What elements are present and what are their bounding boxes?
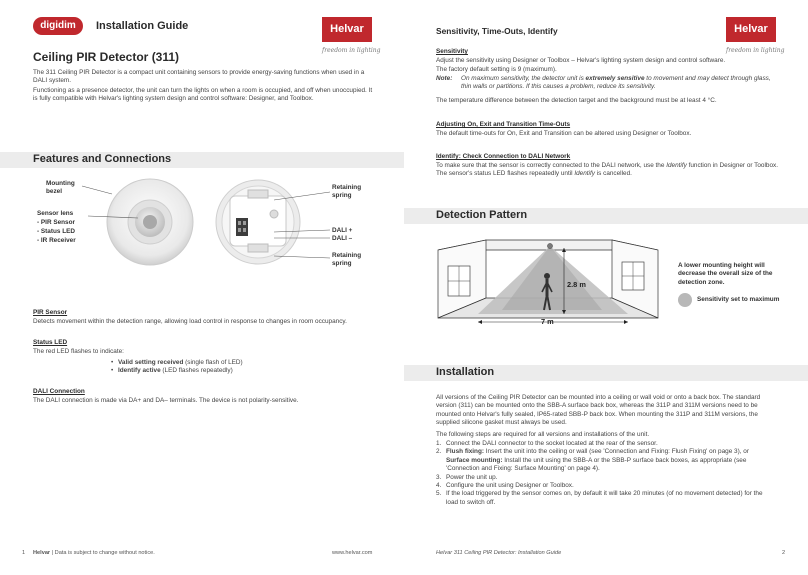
identify-heading: Identify: Check Connection to DALI Network: [436, 153, 571, 160]
footer-page-number-right: 2: [782, 550, 786, 556]
installation-steps-intro: The following steps are required for all versions and installations of the unit.: [436, 431, 650, 438]
sensitivity-text-3: The temperature difference between the detection target and the background must be at least 4 °C.: [436, 97, 717, 104]
list-item: 4. Configure the unit using Designer or Toolbox.: [436, 482, 574, 490]
sensitivity-text-1: Adjust the sensitivity using Designer or Toolbox – Helvar's lighting system design and control software.: [436, 57, 726, 64]
label-retaining-spring-top: Retaining spring: [332, 184, 362, 200]
tagline-right: freedom in lighting: [726, 47, 785, 54]
ceiling-sensor: [547, 243, 552, 248]
pattern-note: A lower mounting height will decrease the overall size of the detection zone.: [678, 262, 773, 286]
product-title: Ceiling PIR Detector (311): [33, 50, 180, 64]
status-led-list: [111, 359, 371, 376]
status-led-text: The red LED flashes to indicate:: [33, 348, 124, 355]
label-status-led: - Status LED: [37, 228, 75, 235]
leader-lines-right: [270, 186, 336, 266]
footer-url[interactable]: www.helvar.com: [332, 550, 373, 556]
helvar-logo-left: Helvar: [322, 17, 372, 42]
installation-steps: [436, 440, 768, 507]
tagline-left: freedom in lighting: [322, 47, 381, 54]
note-label: Note:: [436, 75, 453, 82]
dali-terminal-block: [236, 218, 248, 236]
timeouts-text: The default time-outs for On, Exit and Transition can be altered using Designer or Toolbox.: [436, 130, 692, 137]
intro-paragraph-2: Functioning as a presence detector, the unit can turn the lights on when a room is occupied, and off when unoccupied. It is fully compatible with Helvar's lighting system design and control software: Designer, and Toolbox.: [33, 87, 373, 103]
list-item: • Valid setting received (single flash of LED): [111, 359, 371, 367]
label-dali-plus: DALI +: [332, 227, 353, 234]
label-retaining-spring-bottom: Retaining spring: [332, 252, 362, 268]
sensitivity-legend-text: Sensitivity set to maximum: [697, 296, 780, 303]
list-item: 2. Flush fixing: Insert the unit into the ceiling or wall (see 'Connection and Fixing: Flush Fixing' on page 3), or Surface mounting: Install the unit using the SBB-A or the SBB-P surface back boxes, as appropriate (see 'Connection and Fixing: Surface Mounting' on page 4).: [436, 448, 749, 473]
footer-brand-left: Helvar | Data is subject to change without notice.: [33, 550, 155, 556]
list-item: 5. If the load triggered by the sensor comes on, by default it will take 20 minutes (of no movement detected) for the load to switch off.: [436, 490, 763, 506]
features-title: Features and Connections: [33, 153, 172, 165]
status-led-heading: Status LED: [33, 339, 68, 346]
dimension-height: 2.8 m: [567, 280, 586, 289]
label-ir-receiver: - IR Receiver: [37, 237, 76, 244]
footer-title-right: Helvar 311 Ceiling PIR Detector: Installation Guide: [436, 550, 562, 556]
footer-page-number-left: 1: [22, 550, 26, 556]
list-item: 3. Power the unit up.: [436, 473, 498, 481]
note-text: On maximum sensitivity, the detector unit is extremely sensitive to movement and may detect through glass, thin walls or partitions. If this causes a problem, reduce its sensitivity.: [461, 75, 771, 91]
dali-connection-text: The DALI connection is made via DA+ and DA– terminals. The device is not polarity-sensitive.: [33, 397, 299, 404]
label-pir-sensor: - PIR Sensor: [37, 219, 75, 226]
helvar-logo-right: Helvar: [726, 17, 776, 42]
installation-title: Installation: [436, 366, 495, 378]
installation-text: All versions of the Ceiling PIR Detector can be mounted into a ceiling or wall void or onto a back box. The standard version (311) can be mounted onto the SBB-A surface back box, whereas the 311P and 311M versions need to be mounted onto Helvar's fully sealed, IP65-rated SBB-P back box. When mounting the 311P and 311M versions, the supplied silicone gasket must always be used.: [436, 394, 761, 427]
doc-title: Installation Guide: [96, 20, 189, 32]
list-item: • Identify active (LED flashes repeatedly): [111, 367, 371, 375]
digidim-logo: digidim: [33, 17, 83, 35]
detection-title: Detection Pattern: [436, 209, 528, 221]
dali-connection-heading: DALI Connection: [33, 388, 85, 395]
sensitivity-heading: Sensitivity: [436, 48, 468, 55]
identify-text: To make sure that the sensor is correctly connected to the DALI network, use the Identify function in Designer or Toolbox. The sensor's status LED flashes repeatedly until Identify is cancelled.: [436, 162, 778, 178]
label-mounting-bezel: Mounting bezel: [46, 180, 75, 196]
sensitivity-text-2: The factory default setting is 9 (maximum).: [436, 66, 557, 73]
label-sensor-lens: Sensor lens: [37, 210, 74, 217]
pir-sensor-heading: PIR Sensor: [33, 309, 68, 316]
timeouts-heading: Adjusting On, Exit and Transition Time-Outs: [436, 121, 571, 128]
right-header-title: Sensitivity, Time-Outs, Identify: [436, 26, 558, 36]
label-dali-minus: DALI –: [332, 235, 353, 242]
pir-sensor-text: Detects movement within the detection range, allowing load control in response to changes in room occupancy.: [33, 318, 347, 325]
list-item: 1. Connect the DALI connector to the socket located at the rear of the sensor.: [436, 440, 658, 447]
intro-paragraph-1: The 311 Ceiling PIR Detector is a compact unit containing sensors to provide energy-saving functions when used in a DALI system.: [33, 69, 365, 85]
sensitivity-legend-swatch: [678, 293, 692, 307]
dimension-width: 7 m: [541, 317, 554, 326]
